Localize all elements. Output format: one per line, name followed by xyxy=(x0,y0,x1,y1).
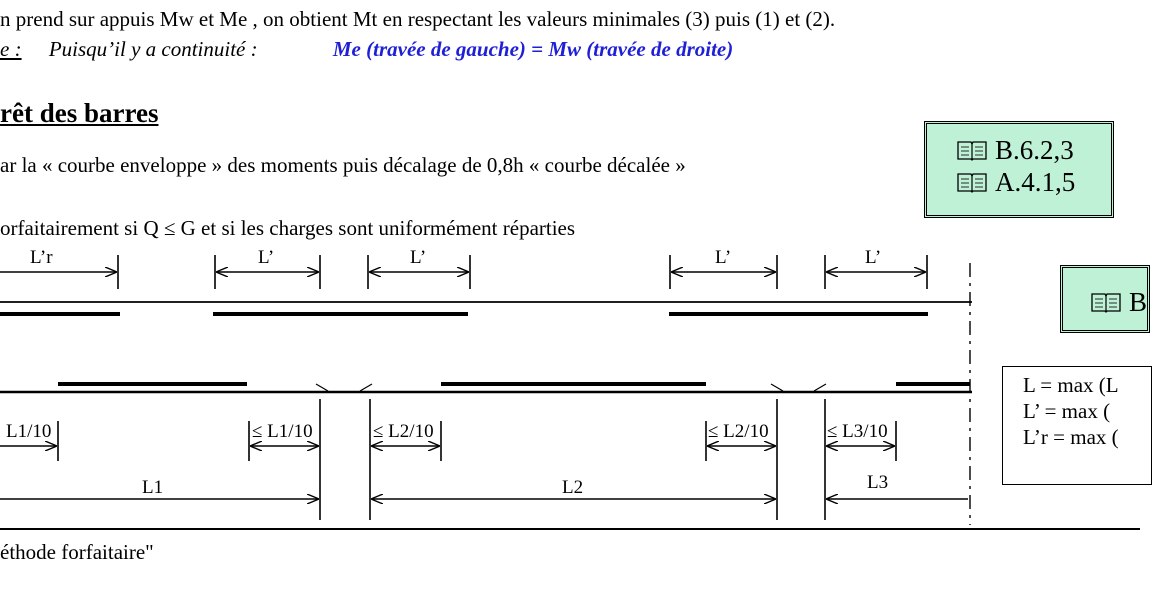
support-lines xyxy=(58,399,896,520)
open-book-icon xyxy=(957,139,987,161)
span-label-2: L3 xyxy=(867,472,889,493)
anchor-label-2: ≤ L2/10 xyxy=(373,421,434,442)
span-label-0: L1 xyxy=(142,477,164,498)
anchor-label-4: ≤ L3/10 xyxy=(827,421,888,442)
top-dim-label-0: L’r xyxy=(30,247,53,268)
reference-text-1: B.6.2,3 xyxy=(995,135,1074,165)
caption: éthode forfaitaire" xyxy=(0,540,154,564)
formula-box xyxy=(1002,366,1152,485)
intro-line xyxy=(0,7,835,31)
reference-line-2 xyxy=(957,166,1111,198)
formula-line-2: L’ = max ( xyxy=(1023,399,1111,423)
continuity-label: Puisqu’il y a continuité : xyxy=(48,37,258,61)
separator-line xyxy=(0,528,1140,530)
top-dim-label-4: L’ xyxy=(865,247,882,268)
top-dimensions xyxy=(0,255,927,289)
top-dim-label-3: L’ xyxy=(715,247,732,268)
open-book-icon xyxy=(1091,291,1121,313)
span-labels xyxy=(142,472,888,498)
envelope-paragraph: ar la « courbe enveloppe » des moments puis décalage de 0,8h « courbe décalée » xyxy=(0,153,686,177)
section-heading: rêt des barres xyxy=(0,98,159,128)
formula-line-1: L = max (L xyxy=(1023,373,1119,397)
top-dim-label-2: L’ xyxy=(410,247,427,268)
intro-text: n prend sur appuis Mw et Me , on obtient Mt en respectant les valeurs minimales (3) puis (1) et (2). xyxy=(0,7,836,31)
reference-text-cropped: B xyxy=(1129,287,1148,317)
span-label-1: L2 xyxy=(562,477,584,498)
rebar-diagram xyxy=(0,245,1000,545)
top-dimension-labels xyxy=(30,247,881,268)
open-book-icon xyxy=(957,171,987,193)
reference-line-cropped xyxy=(1091,286,1147,318)
formula-line-3: L’r = max ( xyxy=(1023,425,1119,449)
continuity-line xyxy=(0,37,733,61)
top-dim-label-1: L’ xyxy=(258,247,275,268)
reference-text-2: A.4.1,5 xyxy=(995,167,1076,197)
anchor-label-1: ≤ L1/10 xyxy=(252,421,313,442)
remark-prefix: e : xyxy=(0,37,22,61)
anchor-label-0: L1/10 xyxy=(6,421,52,442)
reference-box-cropped xyxy=(1060,265,1150,333)
reference-line-1 xyxy=(957,134,1111,166)
reference-box xyxy=(924,121,1114,218)
anchorage-labels xyxy=(6,421,888,442)
anchor-label-3: ≤ L2/10 xyxy=(708,421,769,442)
continuity-formula: Me (travée de gauche) = Mw (travée de droite) xyxy=(332,37,734,61)
forfait-paragraph: orfaitairement si Q ≤ G et si les charges sont uniformément réparties xyxy=(0,216,576,240)
